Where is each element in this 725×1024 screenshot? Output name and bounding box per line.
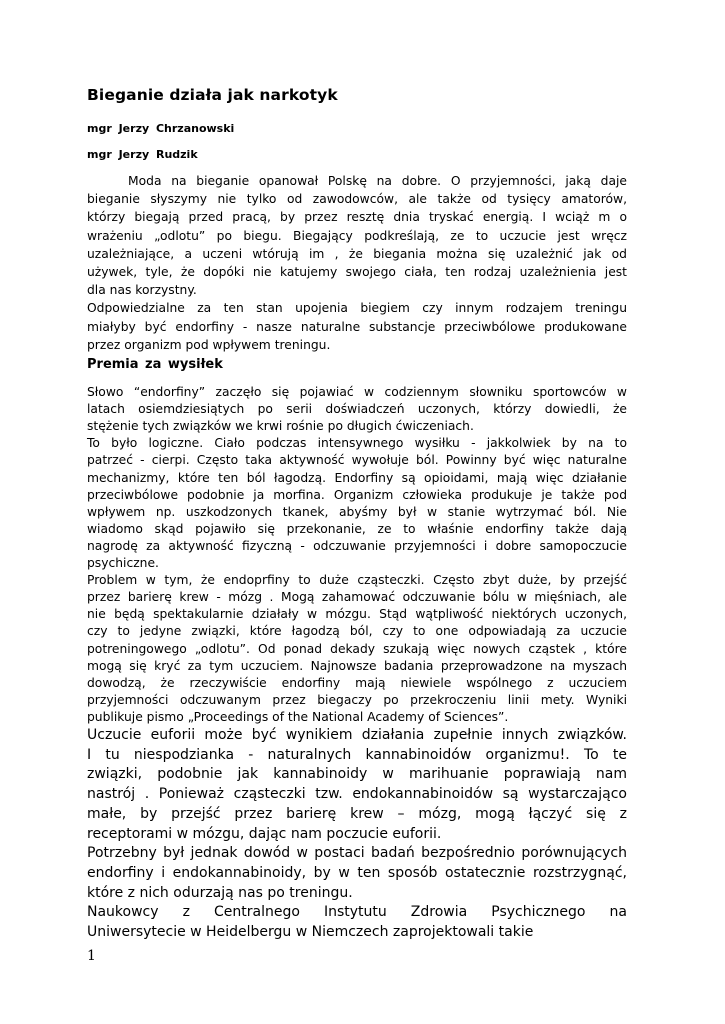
author-2: mgr Jerzy Rudzik [87, 148, 198, 161]
text-line: Odpowiedzialne za ten stan upojenia biegiem czy innym rodzajem treningu [87, 301, 627, 316]
text-line: związki, podobnie jak kannabinoidy w marihuanie poprawiają nam [87, 766, 627, 783]
text-line: miałyby być endorfiny - nasze naturalne substancje przeciwbólowe produkowane [87, 319, 627, 334]
text-line: dla nas korzystny. [87, 283, 197, 298]
text-line: małe, by przejść przez barierę krew – mózg, mogą łączyć się z [87, 805, 627, 822]
section-heading: Premia za wysiłek [87, 357, 223, 372]
text-line: które z nich odurzają nas po treningu. [87, 884, 353, 901]
text-line: przez organizm pod wpływem treningu. [87, 337, 331, 352]
text-line: latach osiemdziesiątych po serii doświadczeń uczonych, którzy dowiedli, że [87, 402, 627, 417]
text-line: wiadomo skąd pojawiło się przekonanie, ze to właśnie endorfiny także dają [87, 521, 627, 536]
text-line: Słowo “endorfiny” zaczęło się pojawiać w codziennym słowniku sportowców w [87, 385, 627, 399]
text-line: psychiczne. [87, 556, 159, 570]
text-line: endorfiny i endokannabinoidy, by w ten sposób ostatecznie rozstrzygnąć, [87, 864, 627, 881]
text-line: wrażeniu „odlotu” po biegu. Biegający podkreślają, ze to uczucie jest wręcz [87, 228, 627, 243]
text-line: Problem w tym, że endoprfiny to duże cząsteczki. Często zbyt duże, by przejść [87, 573, 627, 588]
text-line: Moda na bieganie opanował Polskę na dobre. O przyjemności, jaką daje [128, 174, 627, 188]
document-title: Bieganie działa jak narkotyk [87, 86, 338, 104]
text-line: Uniwersytecie w Heidelbergu w Niemczech zaprojektowali takie [87, 924, 534, 940]
text-line: publikuje pismo „Proceedings of the National Academy of Sciences”. [87, 709, 509, 724]
text-line: mogą się kryć za tym uczuciem. Najnowsze badania przeprowadzone na myszach [87, 658, 627, 673]
text-line: stężenie tych związków we krwi rośnie po długich ćwiczeniach. [87, 419, 474, 434]
text-line: dowodzą, że rzeczywiście endorfiny mają niewiele wspólnego z uczuciem [87, 675, 627, 690]
text-line: potreningowego „odlotu”. Od ponad dekady szukają więc nowych cząstek , które [87, 641, 627, 656]
text-line: patrzeć - cierpi. Często taka aktywność wywołuje ból. Powinny być więc naturalne [87, 453, 627, 468]
text-line: nagrodę za aktywność fizyczną - odczuwanie przyjemności i dobre samopoczucie [87, 538, 627, 553]
text-line: przyjemności odczuwanym przez biegaczy po przekroczeniu linii mety. Wyniki [87, 692, 627, 707]
text-line: nie będą spektakularnie działały w mózgu. Stąd wątpliwość niektórych uczonych, [87, 607, 627, 622]
text-line: Potrzebny był jednak dowód w postaci badań bezpośrednio porównujących [87, 845, 627, 862]
text-line: przeciwbólowe podobnie ja morfina. Organizm człowieka produkuje je także pod [87, 487, 627, 502]
author-1: mgr Jerzy Chrzanowski [87, 122, 235, 135]
text-line: używek, tyle, że dopóki nie katujemy swojego ciała, ten rodzaj uzależnienia jest [87, 265, 627, 279]
text-line: receptorami w mózgu, dając nam poczucie euforii. [87, 825, 442, 842]
text-line: Uczucie euforii może być wynikiem działania zupełnie innych związków. [87, 727, 627, 743]
text-line: wpływem np. uszkodzonych tkanek, abyśmy był w stanie wytrzymać ból. Nie [87, 504, 627, 519]
text-line: uzależniające, a uczeni wtórują im , że biegania można się uzależnić jak od [87, 246, 627, 261]
text-line: I tu niespodzianka - naturalnych kannabinoidów organizmu!. To te [87, 746, 627, 763]
text-line: To było logiczne. Ciało podczas intensywnego wysiłku - jakkolwiek by na to [87, 436, 627, 451]
text-line: mechanizmy, które ten ból łagodzą. Endorfiny są opioidami, mają więc działanie [87, 470, 627, 485]
text-line: nastrój . Ponieważ cząsteczki tzw. endokannabinoidów są wystarczająco [87, 786, 627, 803]
text-line: którzy biegają przed pracą, by przez resztę dnia tryskać energią. I wciąż m o [87, 210, 627, 225]
page-number: 1 [87, 948, 96, 964]
text-line: przez barierę krew - mózg . Mogą zahamować odczuwanie bólu w mięśniach, ale [87, 590, 627, 605]
text-line: czy to jedyne związki, które łagodzą ból, czy to one odpowiadają za uczucie [87, 624, 627, 639]
text-line: Naukowcy z Centralnego Instytutu Zdrowia Psychicznego na [87, 904, 627, 921]
text-line: bieganie słyszymy nie tylko od zawodowców, ale także od tysięcy amatorów, [87, 192, 627, 207]
